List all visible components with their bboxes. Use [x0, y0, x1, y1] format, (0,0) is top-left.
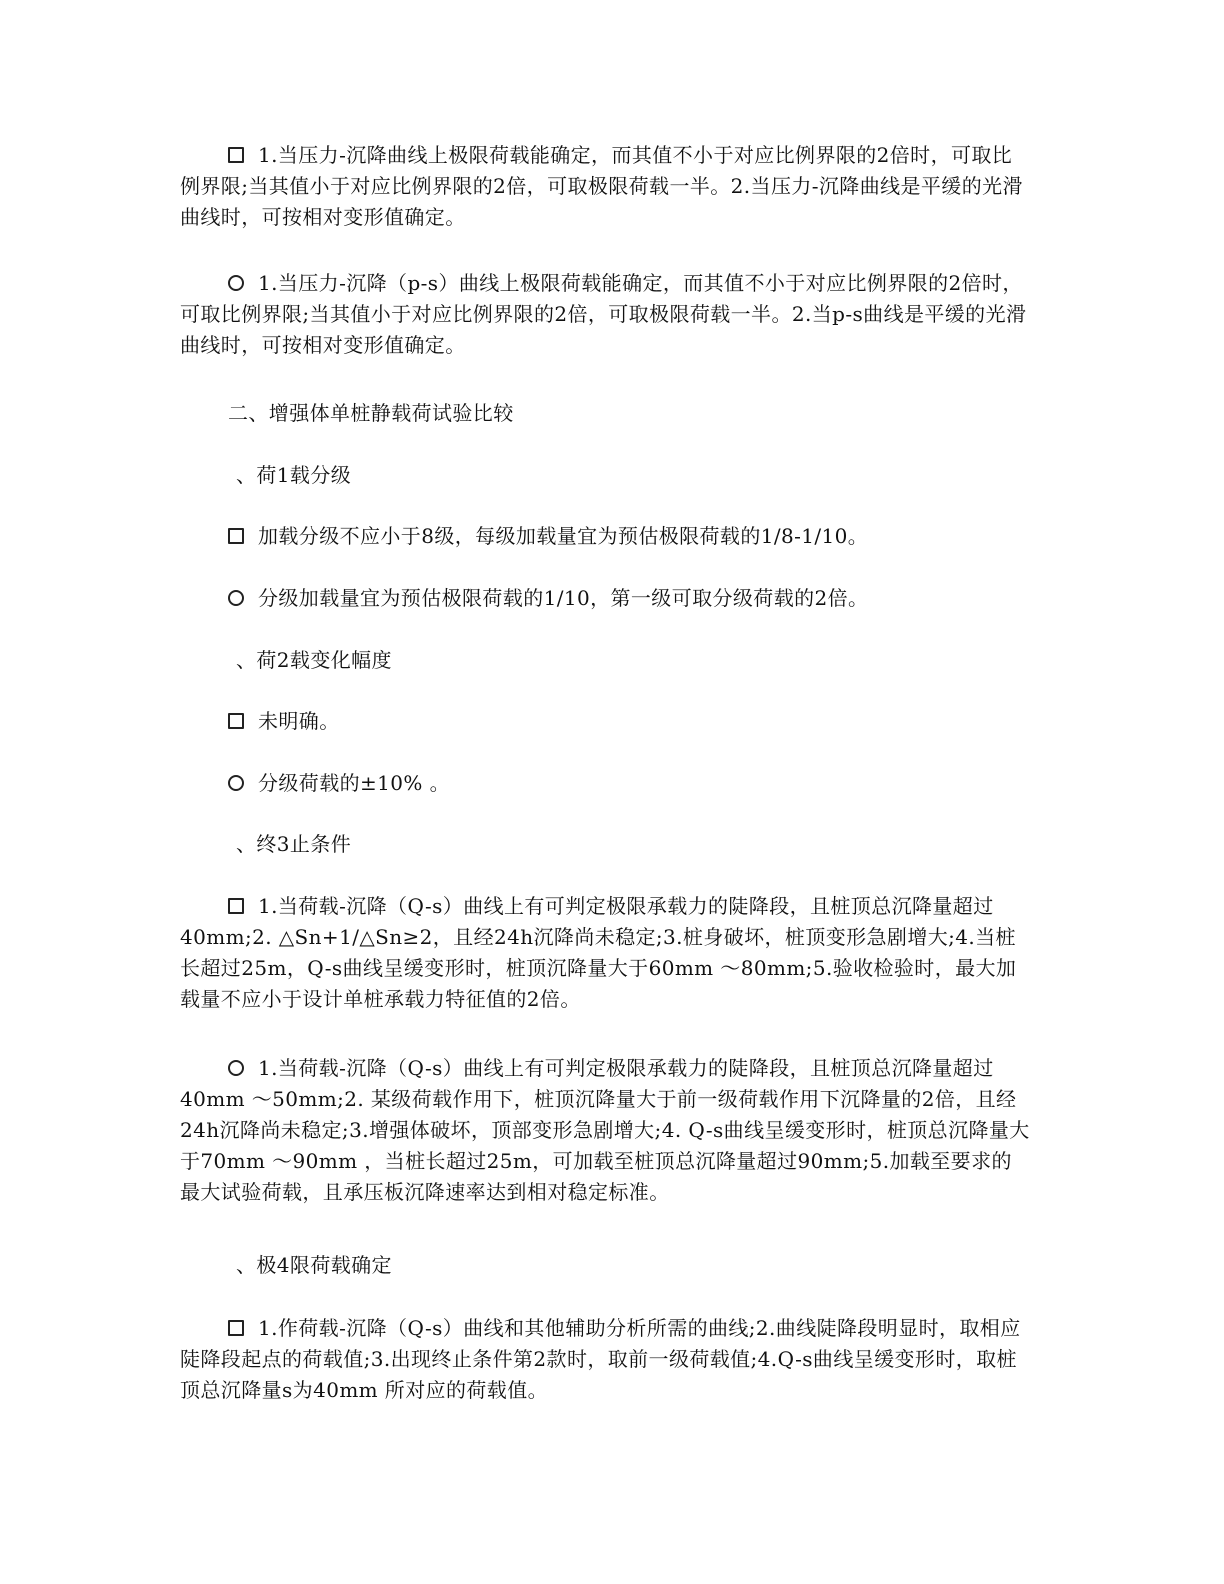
paragraph-circle-load-grading: [180, 583, 1078, 614]
paragraph-jianbao-ultimate-load: [180, 140, 1030, 233]
paragraph-text: 1.当荷载-沉降（Q-s）曲线上有可判定极限承载力的陡降段，且桩顶总沉降量超过40mm ～50mm;2. 某级荷载作用下，桩顶沉降量大于前一级荷载作用下沉降量的2倍，且经24h沉降尚未稳定;3.增强体破坏，顶部变形急剧增大;4. Q-s曲线呈缓变形时，桩顶总沉降量大于70mm ～90mm ，当桩长超过25m，可加载至桩顶总沉降量超过90mm;5.加载至要求的最大试验荷载，且承压板沉降速率达到相对稳定标准。: [180, 1056, 1030, 1204]
paragraph-text: 分级加载量宜为预估极限荷载的1/10，第一级可取分级荷载的2倍。: [258, 586, 869, 610]
paragraph-text: 未明确。: [258, 709, 340, 733]
square-bullet-icon: [228, 1320, 244, 1336]
paragraph-circle-termination: [180, 1053, 1030, 1208]
paragraph-text: 1.当压力-沉降曲线上极限荷载能确定，而其值不小于对应比例界限的2倍时，可取比例界限;当其值小于对应比例界限的2倍，可取极限荷载一半。2.当压力-沉降曲线是平缓的光滑曲线时，可按相对变形值确定。: [180, 143, 1023, 229]
subsection-heading-ultimate-load: 、极4限荷载确定: [236, 1253, 392, 1277]
subsection-heading-termination: 、终3止条件: [236, 832, 352, 856]
paragraph-square-load-grading: [180, 521, 1078, 552]
paragraph-text: 1.当压力-沉降（p-s）曲线上极限荷载能确定，而其值不小于对应比例界限的2倍时，可取比例界限;当其值小于对应比例界限的2倍，可取极限荷载一半。2.当p-s曲线是平缓的光滑曲线时，可按相对变形值确定。: [180, 271, 1027, 357]
paragraph-text: 1.当荷载-沉降（Q-s）曲线上有可判定极限承载力的陡降段，且桩顶总沉降量超过40mm;2. △Sn+1/△Sn≥2，且经24h沉降尚未稳定;3.桩身破坏，桩顶变形急剧增大;4.当桩长超过25m，Q-s曲线呈缓变形时，桩顶沉降量大于60mm ～80mm;5.验收检验时，最大加载量不应小于设计单桩承载力特征值的2倍。: [180, 894, 1017, 1011]
paragraph-circle-load-variation: [180, 768, 1078, 799]
circle-bullet-icon: [228, 775, 244, 791]
square-bullet-icon: [228, 147, 244, 163]
paragraph-text: 分级荷载的±10% 。: [258, 771, 450, 795]
square-bullet-icon: [228, 713, 244, 729]
circle-bullet-icon: [228, 590, 244, 606]
paragraph-square-termination: [180, 891, 1030, 1015]
circle-bullet-icon: [228, 1060, 244, 1076]
paragraph-text: 加载分级不应小于8级，每级加载量宜为预估极限荷载的1/8-1/10。: [258, 524, 869, 548]
paragraph-qiangbao-ultimate-load: [180, 268, 1030, 361]
subsection-heading-load-grading: 、荷1载分级: [236, 463, 352, 487]
square-bullet-icon: [228, 528, 244, 544]
circle-bullet-icon: [228, 275, 244, 291]
section-heading: 二、增强体单桩静载荷试验比较: [228, 401, 514, 425]
paragraph-square-load-variation: [180, 706, 1078, 737]
subsection-heading-load-variation: 、荷2载变化幅度: [236, 648, 392, 672]
paragraph-text: 1.作荷载-沉降（Q-s）曲线和其他辅助分析所需的曲线;2.曲线陡降段明显时，取相应陡降段起点的荷载值;3.出现终止条件第2款时，取前一级荷载值;4.Q-s曲线呈缓变形时，取桩顶总沉降量s为40mm 所对应的荷载值。: [180, 1316, 1021, 1402]
paragraph-square-ultimate-load: [180, 1313, 1030, 1406]
square-bullet-icon: [228, 898, 244, 914]
